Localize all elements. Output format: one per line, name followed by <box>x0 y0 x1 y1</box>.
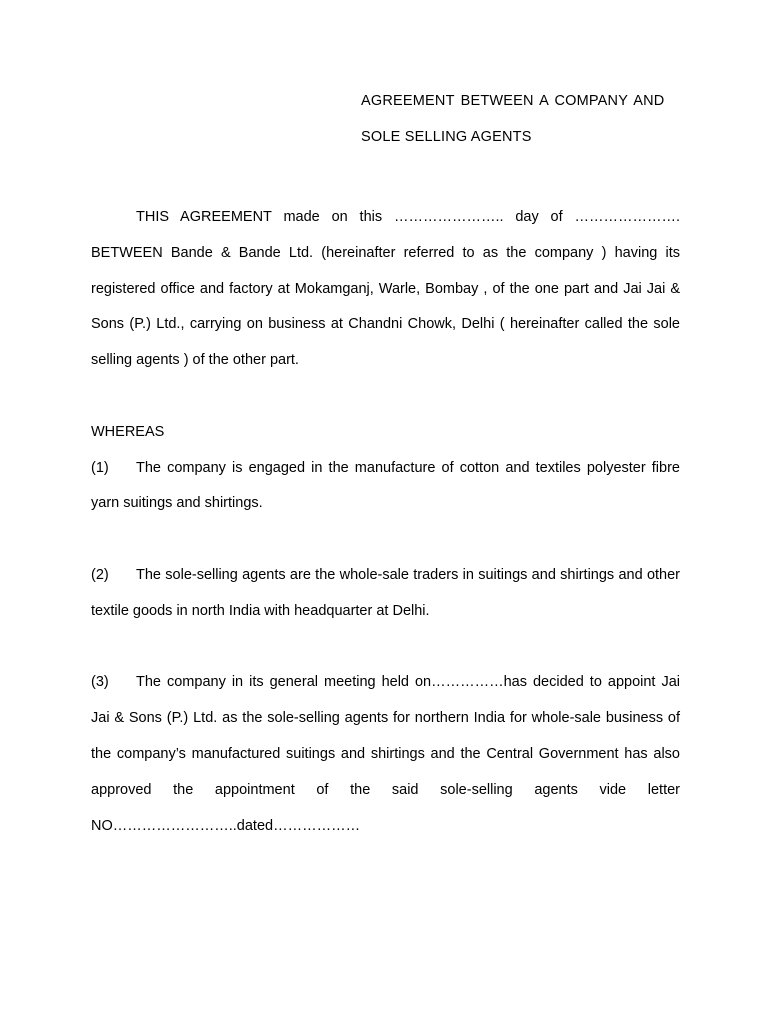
clause-number: (3) <box>91 674 109 691</box>
clause-1 <box>91 451 680 523</box>
clause-2 <box>91 558 680 630</box>
clause-text: The company in its general meeting held on……………has decided to appoint Jai Jai & Sons (P.) Ltd. as the sole-selling agents for northern India for whole-sale business of the company’s manufactured suitings and shirtings and the Central Government has also approved the appointment of the said sole-selling agents vide letter NO……………………..dated……………… <box>91 674 680 834</box>
clause-number: (1) <box>91 459 109 476</box>
clause-text: The sole-selling agents are the whole-sale traders in suitings and shirtings and other textile goods in north India with headquarter at Delhi. <box>91 566 680 619</box>
clause-3 <box>91 665 680 844</box>
intro-paragraph: THIS AGREEMENT made on this ………………….. day of …………………. BETWEEN Bande & Bande Ltd. (hereinafter referred to as the company ) having its registered office and factory at Mokamganj, Warle, Bombay , of the one part and Jai Jai & Sons (P.) Ltd., carrying on business at Chandni Chowk, Delhi ( hereinafter called the sole selling agents ) of the other part. <box>91 209 680 369</box>
clause-number: (2) <box>91 566 109 583</box>
clause-text: The company is engaged in the manufacture of cotton and textiles polyester fibre yarn suitings and shirtings. <box>91 459 680 512</box>
whereas-heading: WHEREAS <box>91 423 165 440</box>
document-body <box>91 200 680 844</box>
document-title-line-1: AGREEMENT BETWEEN A COMPANY AND <box>361 93 665 109</box>
document-title-line-2: SOLE SELLING AGENTS <box>361 129 532 145</box>
